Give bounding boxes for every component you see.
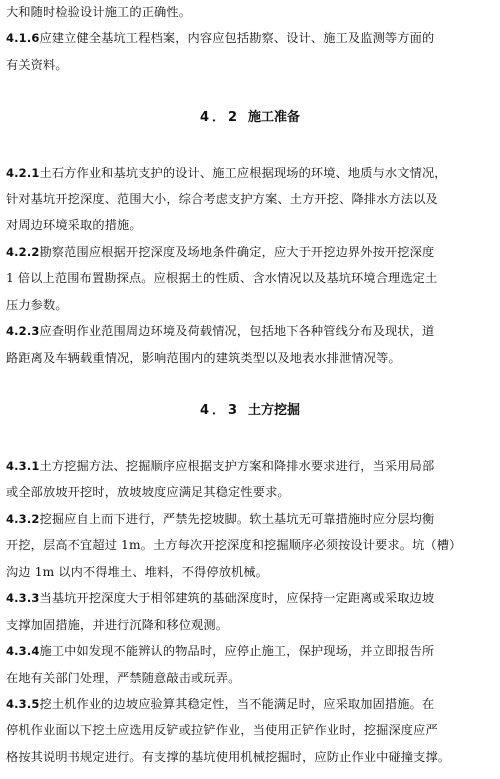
clause-4-3-2 [6, 510, 434, 528]
clause-4-3-3 [6, 589, 434, 607]
paragraph-line [6, 536, 461, 554]
paragraph-line [6, 190, 438, 208]
clause-text: 挖土机作业的边坡应验算其稳定性，当不能满足时，应采取加固措施。在 [39, 697, 435, 711]
clause-4-2-1 [6, 164, 447, 182]
clause-text: 当基坑开挖深度大于相邻建筑的基础深度时，应保持一定距离或采取边坡 [39, 591, 435, 605]
clause-number: 4.3.4 [6, 644, 40, 658]
section-title: 施工准备 [248, 110, 301, 125]
clause-number: 4.1.6 [6, 31, 40, 45]
clause-number: 4.2.3 [6, 324, 40, 338]
clause-text: 土石方作业和基坑支护的设计、施工应根据现场的环境、地质与水文情况， [39, 166, 447, 180]
text: 沟边 1m 以内不得堆土、堆料，不得停放机械。 [6, 565, 269, 579]
clause-text: 应建立健全基坑工程档案，内容应包括勘察、设计、施工及监测等方面的 [39, 31, 435, 45]
text: 停机作业面以下挖土应选用反铲或拉铲作业，当使用正铲作业时，挖掘深度应严 [6, 723, 438, 737]
text: 针对基坑开挖深度、范围大小，综合考虑支护方案、土方开挖、降排水方法以及 [6, 192, 438, 206]
text: 开挖，层高不宜超过 1m。土方每次开挖深度和挖掘顺序必须按设计要求。坑（槽） [6, 538, 462, 552]
paragraph-line [6, 748, 450, 766]
section-title: 土方挖掘 [248, 403, 301, 418]
text: 有关资料。 [6, 58, 68, 72]
paragraph-line [6, 616, 228, 634]
clause-text: 勘察范围应根据开挖深度及场地条件确定，应大于开挖边界外按开挖深度 [39, 245, 435, 259]
clause-4-3-4 [6, 642, 434, 660]
section-heading-4-2 [6, 109, 494, 127]
section-number: 4．3 [199, 403, 241, 418]
paragraph-line [6, 216, 142, 234]
clause-text: 施工中如发现不能辨认的物品时，应停止施工，保护现场，并立即报告所 [39, 644, 435, 658]
text: 或全部放坡开挖时，放坡坡度应满足其稳定性要求。 [6, 485, 290, 499]
clause-4-3-1 [6, 457, 434, 475]
paragraph-line [6, 349, 401, 367]
text: 路距离及车辆载重情况，影响范围内的建筑类型以及地表水排泄情况等。 [6, 351, 401, 365]
clause-text: 挖掘应自上而下进行，严禁先挖坡脚。软土基坑无可靠措施时应分层均衡 [39, 512, 435, 526]
clause-4-2-2 [6, 243, 434, 261]
clause-number: 4.2.1 [6, 166, 40, 180]
text: 在地有关部门处理，严禁随意敲击或玩弄。 [6, 671, 241, 685]
text: 压力参数。 [6, 298, 68, 312]
paragraph-line [6, 269, 437, 287]
clause-4-1-6 [6, 29, 434, 47]
clause-text: 土方挖掘方法、挖掘顺序应根据支护方案和降排水要求进行，当采用局部 [39, 459, 435, 473]
clause-number: 4.2.2 [6, 245, 40, 259]
clause-4-3-5 [6, 695, 434, 713]
paragraph-line [6, 721, 438, 739]
paragraph-line [6, 3, 191, 21]
text: 格按其说明书规定进行。有支撑的基坑使用机械挖掘时，应防止作业中碰撞支撑。 [6, 750, 451, 764]
text: 对周边环境采取的措施。 [6, 218, 142, 232]
clause-text: 应查明作业范围周边环境及荷载情况，包括地下各种管线分布及现状，道 [39, 324, 435, 338]
section-number: 4．2 [199, 110, 241, 125]
paragraph-line [6, 56, 68, 74]
text: 大和随时检验设计施工的正确性。 [6, 5, 192, 19]
paragraph-line [6, 563, 268, 581]
clause-number: 4.3.3 [6, 591, 40, 605]
clause-number: 4.3.5 [6, 697, 40, 711]
paragraph-line [6, 669, 240, 687]
section-heading-4-3 [6, 402, 494, 420]
clause-4-2-3 [6, 322, 434, 340]
clause-number: 4.3.1 [6, 459, 40, 473]
text: 1 倍以上范围布置勘探点。应根据土的性质、含水情况以及基坑环境合理选定土 [6, 271, 438, 285]
text: 支撑加固措施，并进行沉降和移位观测。 [6, 618, 229, 632]
paragraph-line [6, 296, 68, 314]
clause-number: 4.3.2 [6, 512, 40, 526]
paragraph-line [6, 483, 290, 501]
